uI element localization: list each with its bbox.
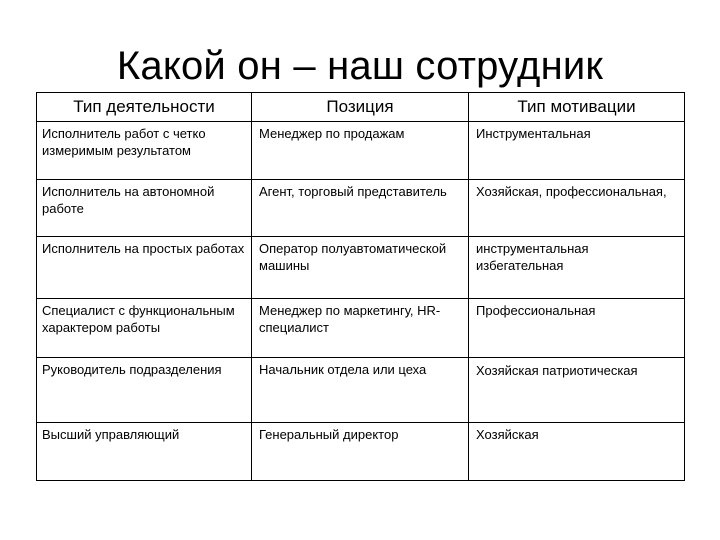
table-row [37,299,685,358]
position-cell: Начальник отдела или цеха [252,358,469,423]
header-motivation-type: Тип мотивации [469,93,685,122]
activity-type-cell: Исполнитель на простых работах [37,237,252,299]
position-cell: Менеджер по продажам [252,122,469,180]
position-cell: Оператор полуавтоматической машины [252,237,469,299]
position-cell: Менеджер по маркетингу, HR-специалист [252,299,469,358]
motivation-cell: Инструментальная [469,122,685,180]
position-cell: Генеральный директор [252,423,469,481]
table-row [37,423,685,481]
motivation-cell: Профессиональная [469,299,685,358]
motivation-cell: Хозяйская [469,423,685,481]
activity-type-cell: Специалист с функциональным характером работы [37,299,252,358]
motivation-table [36,92,685,481]
table-row [37,180,685,237]
header-activity-type: Тип деятельности [37,93,252,122]
activity-type-cell: Руководитель подразделения [37,358,252,423]
activity-type-cell: Высший управляющий [37,423,252,481]
header-position: Позиция [252,93,469,122]
motivation-cell: Хозяйская патриотическая [469,358,685,423]
table-row [37,358,685,423]
motivation-cell: инструментальная избегательная [469,237,685,299]
table-row [37,122,685,180]
position-cell: Агент, торговый представитель [252,180,469,237]
activity-type-cell: Исполнитель на автономной работе [37,180,252,237]
slide-title: Какой он – наш сотрудник [116,44,604,88]
activity-type-cell: Исполнитель работ с четко измеримым результатом [37,122,252,180]
table-row [37,237,685,299]
table-header-row [37,93,685,122]
motivation-cell: Хозяйская, профессиональная, [469,180,685,237]
